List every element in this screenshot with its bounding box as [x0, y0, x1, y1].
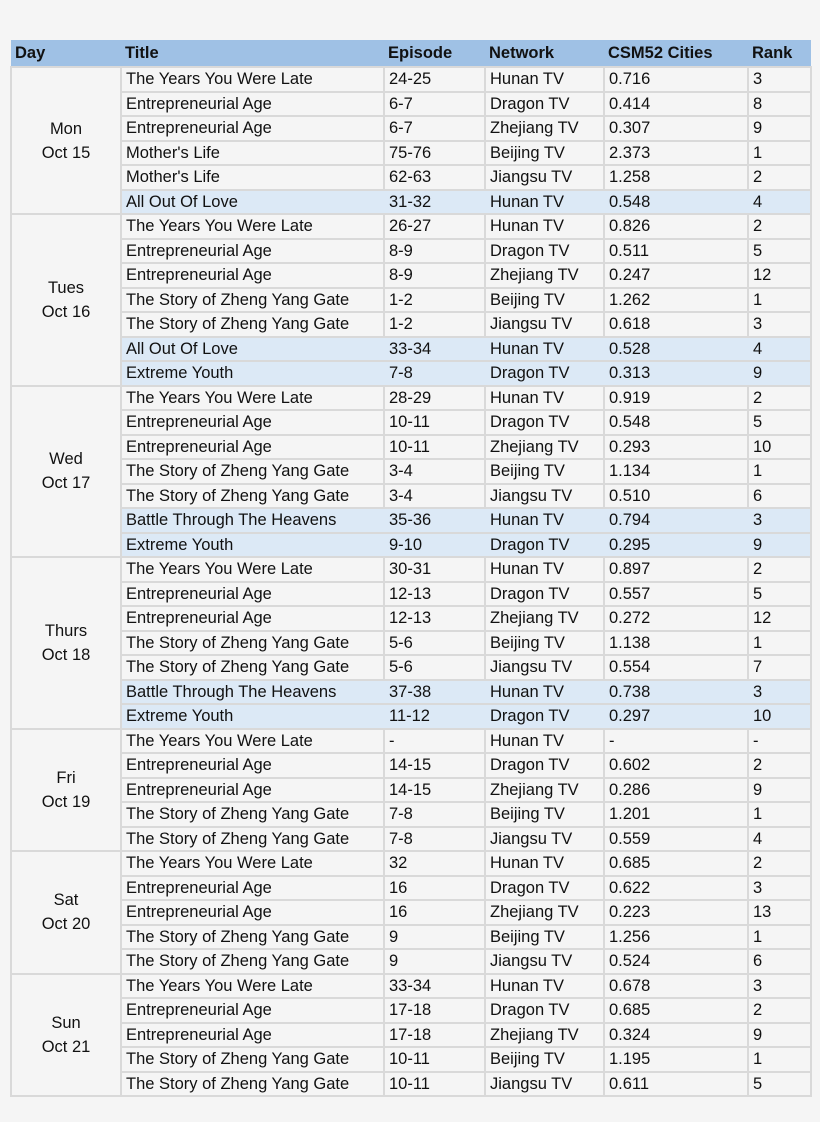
title-cell: Entrepreneurial Age	[121, 92, 384, 117]
title-cell: The Years You Were Late	[121, 729, 384, 754]
network-cell: Zhejiang TV	[485, 116, 604, 141]
network-cell: Zhejiang TV	[485, 435, 604, 460]
rank-cell: 3	[748, 974, 811, 999]
rank-cell: 2	[748, 557, 811, 582]
rank-cell: 12	[748, 606, 811, 631]
episode-cell: 6-7	[384, 116, 485, 141]
rank-cell: 5	[748, 410, 811, 435]
table-row[interactable]	[11, 361, 811, 386]
csm52-cell: 0.548	[604, 410, 748, 435]
network-cell: Dragon TV	[485, 582, 604, 607]
rank-cell: 2	[748, 214, 811, 239]
title-cell: Entrepreneurial Age	[121, 778, 384, 803]
title-cell: Extreme Youth	[121, 533, 384, 558]
network-cell: Jiangsu TV	[485, 165, 604, 190]
episode-cell: 37-38	[384, 680, 485, 705]
network-cell: Zhejiang TV	[485, 778, 604, 803]
episode-cell: 62-63	[384, 165, 485, 190]
rank-cell: 3	[748, 508, 811, 533]
title-cell: Entrepreneurial Age	[121, 900, 384, 925]
ratings-table	[10, 40, 812, 1097]
episode-cell: 33-34	[384, 337, 485, 362]
rank-cell: 2	[748, 753, 811, 778]
network-cell: Jiangsu TV	[485, 827, 604, 852]
csm52-cell: 0.324	[604, 1023, 748, 1048]
title-cell: The Years You Were Late	[121, 386, 384, 411]
rank-cell: 3	[748, 876, 811, 901]
title-cell: All Out Of Love	[121, 337, 384, 362]
title-cell: Extreme Youth	[121, 704, 384, 729]
csm52-cell: 0.524	[604, 949, 748, 974]
header-network[interactable]: Network	[485, 40, 604, 67]
csm52-cell: 0.223	[604, 900, 748, 925]
csm52-cell: 1.195	[604, 1047, 748, 1072]
table-body	[11, 67, 811, 1096]
csm52-cell: 0.794	[604, 508, 748, 533]
episode-cell: 1-2	[384, 288, 485, 313]
title-cell: The Story of Zheng Yang Gate	[121, 484, 384, 509]
episode-cell: 9-10	[384, 533, 485, 558]
network-cell: Beijing TV	[485, 802, 604, 827]
table-row[interactable]	[11, 1023, 811, 1048]
episode-cell: 14-15	[384, 753, 485, 778]
network-cell: Dragon TV	[485, 533, 604, 558]
rank-cell: -	[748, 729, 811, 754]
day-name: Mon	[49, 119, 83, 138]
title-cell: Extreme Youth	[121, 361, 384, 386]
header-rank[interactable]: Rank	[748, 40, 811, 67]
csm52-cell: 1.201	[604, 802, 748, 827]
csm52-cell: 0.293	[604, 435, 748, 460]
network-cell: Hunan TV	[485, 729, 604, 754]
table-row[interactable]	[11, 190, 811, 215]
network-cell: Zhejiang TV	[485, 263, 604, 288]
title-cell: The Years You Were Late	[121, 67, 384, 92]
title-cell: Entrepreneurial Age	[121, 239, 384, 264]
network-cell: Hunan TV	[485, 190, 604, 215]
table-row[interactable]	[11, 484, 811, 509]
network-cell: Zhejiang TV	[485, 900, 604, 925]
table-row[interactable]	[11, 141, 811, 166]
day-name: Sat	[53, 891, 79, 910]
episode-cell: 5-6	[384, 655, 485, 680]
episode-cell: 8-9	[384, 263, 485, 288]
episode-cell: 16	[384, 876, 485, 901]
table-row[interactable]	[11, 900, 811, 925]
title-cell: The Years You Were Late	[121, 557, 384, 582]
network-cell: Zhejiang TV	[485, 606, 604, 631]
day-name: Fri	[56, 768, 76, 787]
title-cell: Entrepreneurial Age	[121, 263, 384, 288]
title-cell: The Years You Were Late	[121, 851, 384, 876]
network-cell: Dragon TV	[485, 998, 604, 1023]
network-cell: Dragon TV	[485, 704, 604, 729]
csm52-cell: 0.511	[604, 239, 748, 264]
title-cell: Entrepreneurial Age	[121, 116, 384, 141]
episode-cell: 5-6	[384, 631, 485, 656]
episode-cell: 12-13	[384, 582, 485, 607]
rank-cell: 10	[748, 435, 811, 460]
table-row[interactable]	[11, 827, 811, 852]
table-row[interactable]	[11, 337, 811, 362]
rank-cell: 1	[748, 141, 811, 166]
title-cell: Battle Through The Heavens	[121, 508, 384, 533]
network-cell: Dragon TV	[485, 92, 604, 117]
table-row[interactable]	[11, 459, 811, 484]
header-day[interactable]: Day	[11, 40, 121, 67]
network-cell: Hunan TV	[485, 557, 604, 582]
title-cell: The Story of Zheng Yang Gate	[121, 631, 384, 656]
rank-cell: 6	[748, 484, 811, 509]
csm52-cell: 0.548	[604, 190, 748, 215]
table-row[interactable]	[11, 631, 811, 656]
header-csm52-cities[interactable]: CSM52 Cities	[604, 40, 748, 67]
title-cell: The Story of Zheng Yang Gate	[121, 288, 384, 313]
episode-cell: 28-29	[384, 386, 485, 411]
table-row[interactable]	[11, 239, 811, 264]
network-cell: Jiangsu TV	[485, 312, 604, 337]
table-row[interactable]	[11, 998, 811, 1023]
network-cell: Hunan TV	[485, 337, 604, 362]
day-date: Oct 20	[41, 915, 91, 934]
header-episode[interactable]: Episode	[384, 40, 485, 67]
csm52-cell: 0.295	[604, 533, 748, 558]
network-cell: Dragon TV	[485, 876, 604, 901]
episode-cell: 10-11	[384, 1047, 485, 1072]
csm52-cell: 0.685	[604, 851, 748, 876]
episode-cell: 9	[384, 925, 485, 950]
csm52-cell: 1.256	[604, 925, 748, 950]
title-cell: The Story of Zheng Yang Gate	[121, 655, 384, 680]
episode-cell: 7-8	[384, 802, 485, 827]
rank-cell: 2	[748, 998, 811, 1023]
network-cell: Dragon TV	[485, 410, 604, 435]
day-cell	[11, 67, 121, 214]
rank-cell: 13	[748, 900, 811, 925]
network-cell: Beijing TV	[485, 1047, 604, 1072]
table-row[interactable]	[11, 508, 811, 533]
network-cell: Beijing TV	[485, 631, 604, 656]
day-cell	[11, 974, 121, 1097]
network-cell: Jiangsu TV	[485, 484, 604, 509]
rank-cell: 9	[748, 533, 811, 558]
title-cell: Entrepreneurial Age	[121, 998, 384, 1023]
day-cell	[11, 214, 121, 386]
network-cell: Hunan TV	[485, 386, 604, 411]
table-row[interactable]	[11, 435, 811, 460]
network-cell: Hunan TV	[485, 214, 604, 239]
rank-cell: 7	[748, 655, 811, 680]
rank-cell: 4	[748, 827, 811, 852]
rank-cell: 1	[748, 459, 811, 484]
rank-cell: 3	[748, 67, 811, 92]
network-cell: Hunan TV	[485, 680, 604, 705]
csm52-cell: 0.247	[604, 263, 748, 288]
csm52-cell: 0.510	[604, 484, 748, 509]
network-cell: Jiangsu TV	[485, 949, 604, 974]
csm52-cell: 0.414	[604, 92, 748, 117]
episode-cell: 75-76	[384, 141, 485, 166]
title-cell: Entrepreneurial Age	[121, 1023, 384, 1048]
episode-cell: 26-27	[384, 214, 485, 239]
title-cell: Entrepreneurial Age	[121, 876, 384, 901]
episode-cell: 17-18	[384, 998, 485, 1023]
csm52-cell: 0.826	[604, 214, 748, 239]
csm52-cell: 0.559	[604, 827, 748, 852]
title-cell: The Story of Zheng Yang Gate	[121, 925, 384, 950]
rank-cell: 3	[748, 312, 811, 337]
network-cell: Beijing TV	[485, 459, 604, 484]
rank-cell: 5	[748, 582, 811, 607]
day-date: Oct 18	[41, 645, 91, 664]
csm52-cell: 0.678	[604, 974, 748, 999]
table-row[interactable]	[11, 655, 811, 680]
table-row[interactable]	[11, 851, 811, 876]
episode-cell: 17-18	[384, 1023, 485, 1048]
csm52-cell: 0.897	[604, 557, 748, 582]
csm52-cell: 0.685	[604, 998, 748, 1023]
episode-cell: 1-2	[384, 312, 485, 337]
episode-cell: 12-13	[384, 606, 485, 631]
rank-cell: 4	[748, 190, 811, 215]
episode-cell: 11-12	[384, 704, 485, 729]
title-cell: Entrepreneurial Age	[121, 753, 384, 778]
table-row[interactable]	[11, 1072, 811, 1097]
title-cell: The Story of Zheng Yang Gate	[121, 949, 384, 974]
table-row[interactable]	[11, 116, 811, 141]
table-row[interactable]	[11, 312, 811, 337]
day-name: Sun	[51, 1013, 81, 1032]
rank-cell: 8	[748, 92, 811, 117]
episode-cell: 3-4	[384, 484, 485, 509]
title-cell: The Story of Zheng Yang Gate	[121, 1047, 384, 1072]
day-name: Thurs	[44, 621, 88, 640]
episode-cell: 14-15	[384, 778, 485, 803]
title-cell: The Story of Zheng Yang Gate	[121, 827, 384, 852]
day-date: Oct 16	[41, 302, 91, 321]
header-title[interactable]: Title	[121, 40, 384, 67]
rank-cell: 5	[748, 239, 811, 264]
rank-cell: 12	[748, 263, 811, 288]
csm52-cell: 0.618	[604, 312, 748, 337]
table-row[interactable]	[11, 67, 811, 92]
day-cell	[11, 557, 121, 729]
episode-cell: 10-11	[384, 435, 485, 460]
title-cell: Battle Through The Heavens	[121, 680, 384, 705]
network-cell: Beijing TV	[485, 288, 604, 313]
csm52-cell: 0.622	[604, 876, 748, 901]
table-row[interactable]	[11, 753, 811, 778]
table-row[interactable]	[11, 288, 811, 313]
table-row[interactable]	[11, 92, 811, 117]
rank-cell: 1	[748, 925, 811, 950]
rank-cell: 9	[748, 1023, 811, 1048]
episode-cell: -	[384, 729, 485, 754]
table-row[interactable]	[11, 263, 811, 288]
table-header	[11, 40, 811, 67]
table-row[interactable]	[11, 876, 811, 901]
rank-cell: 5	[748, 1072, 811, 1097]
network-cell: Hunan TV	[485, 67, 604, 92]
table-row[interactable]	[11, 925, 811, 950]
csm52-cell: 2.373	[604, 141, 748, 166]
network-cell: Beijing TV	[485, 925, 604, 950]
episode-cell: 7-8	[384, 827, 485, 852]
table-row[interactable]	[11, 582, 811, 607]
csm52-cell: 0.716	[604, 67, 748, 92]
csm52-cell: 1.262	[604, 288, 748, 313]
network-cell: Hunan TV	[485, 851, 604, 876]
day-date: Oct 17	[41, 474, 91, 493]
rank-cell: 9	[748, 778, 811, 803]
episode-cell: 24-25	[384, 67, 485, 92]
ratings-table-container	[10, 40, 810, 1097]
day-date: Oct 15	[41, 143, 91, 162]
rank-cell: 10	[748, 704, 811, 729]
rank-cell: 6	[748, 949, 811, 974]
csm52-cell: 0.528	[604, 337, 748, 362]
title-cell: The Years You Were Late	[121, 214, 384, 239]
table-row[interactable]	[11, 802, 811, 827]
episode-cell: 31-32	[384, 190, 485, 215]
csm52-cell: 0.307	[604, 116, 748, 141]
rank-cell: 2	[748, 165, 811, 190]
table-row[interactable]	[11, 557, 811, 582]
rank-cell: 1	[748, 802, 811, 827]
rank-cell: 1	[748, 631, 811, 656]
rank-cell: 9	[748, 116, 811, 141]
csm52-cell: 1.138	[604, 631, 748, 656]
csm52-cell: 0.554	[604, 655, 748, 680]
episode-cell: 9	[384, 949, 485, 974]
table-row[interactable]	[11, 729, 811, 754]
csm52-cell: 0.297	[604, 704, 748, 729]
episode-cell: 16	[384, 900, 485, 925]
episode-cell: 33-34	[384, 974, 485, 999]
title-cell: The Story of Zheng Yang Gate	[121, 459, 384, 484]
day-cell	[11, 851, 121, 974]
rank-cell: 2	[748, 386, 811, 411]
episode-cell: 30-31	[384, 557, 485, 582]
network-cell: Hunan TV	[485, 974, 604, 999]
header-row	[11, 40, 811, 67]
rank-cell: 3	[748, 680, 811, 705]
network-cell: Hunan TV	[485, 508, 604, 533]
rank-cell: 9	[748, 361, 811, 386]
day-date: Oct 19	[41, 792, 91, 811]
day-name: Tues	[47, 278, 85, 297]
table-row[interactable]	[11, 165, 811, 190]
network-cell: Beijing TV	[485, 141, 604, 166]
table-row[interactable]	[11, 680, 811, 705]
table-row[interactable]	[11, 949, 811, 974]
network-cell: Zhejiang TV	[485, 1023, 604, 1048]
title-cell: Entrepreneurial Age	[121, 582, 384, 607]
network-cell: Jiangsu TV	[485, 655, 604, 680]
episode-cell: 6-7	[384, 92, 485, 117]
table-row[interactable]	[11, 606, 811, 631]
csm52-cell: 0.919	[604, 386, 748, 411]
episode-cell: 8-9	[384, 239, 485, 264]
csm52-cell: 0.602	[604, 753, 748, 778]
csm52-cell: 1.258	[604, 165, 748, 190]
day-date: Oct 21	[41, 1037, 91, 1056]
table-row[interactable]	[11, 974, 811, 999]
title-cell: The Story of Zheng Yang Gate	[121, 1072, 384, 1097]
csm52-cell: 0.611	[604, 1072, 748, 1097]
rank-cell: 1	[748, 1047, 811, 1072]
network-cell: Dragon TV	[485, 239, 604, 264]
episode-cell: 3-4	[384, 459, 485, 484]
table-row[interactable]	[11, 533, 811, 558]
csm52-cell: -	[604, 729, 748, 754]
title-cell: Mother's Life	[121, 165, 384, 190]
table-row[interactable]	[11, 704, 811, 729]
day-name: Wed	[49, 450, 83, 469]
rank-cell: 1	[748, 288, 811, 313]
episode-cell: 35-36	[384, 508, 485, 533]
title-cell: Entrepreneurial Age	[121, 410, 384, 435]
episode-cell: 10-11	[384, 410, 485, 435]
table-row[interactable]	[11, 214, 811, 239]
network-cell: Jiangsu TV	[485, 1072, 604, 1097]
rank-cell: 4	[748, 337, 811, 362]
csm52-cell: 0.313	[604, 361, 748, 386]
csm52-cell: 1.134	[604, 459, 748, 484]
title-cell: Mother's Life	[121, 141, 384, 166]
rank-cell: 2	[748, 851, 811, 876]
title-cell: The Years You Were Late	[121, 974, 384, 999]
csm52-cell: 0.286	[604, 778, 748, 803]
table-row[interactable]	[11, 778, 811, 803]
csm52-cell: 0.738	[604, 680, 748, 705]
episode-cell: 32	[384, 851, 485, 876]
title-cell: The Story of Zheng Yang Gate	[121, 312, 384, 337]
table-row[interactable]	[11, 1047, 811, 1072]
episode-cell: 7-8	[384, 361, 485, 386]
csm52-cell: 0.272	[604, 606, 748, 631]
table-row[interactable]	[11, 410, 811, 435]
day-cell	[11, 386, 121, 558]
network-cell: Dragon TV	[485, 361, 604, 386]
day-cell	[11, 729, 121, 852]
title-cell: The Story of Zheng Yang Gate	[121, 802, 384, 827]
title-cell: Entrepreneurial Age	[121, 606, 384, 631]
table-row[interactable]	[11, 386, 811, 411]
title-cell: All Out Of Love	[121, 190, 384, 215]
network-cell: Dragon TV	[485, 753, 604, 778]
episode-cell: 10-11	[384, 1072, 485, 1097]
title-cell: Entrepreneurial Age	[121, 435, 384, 460]
csm52-cell: 0.557	[604, 582, 748, 607]
